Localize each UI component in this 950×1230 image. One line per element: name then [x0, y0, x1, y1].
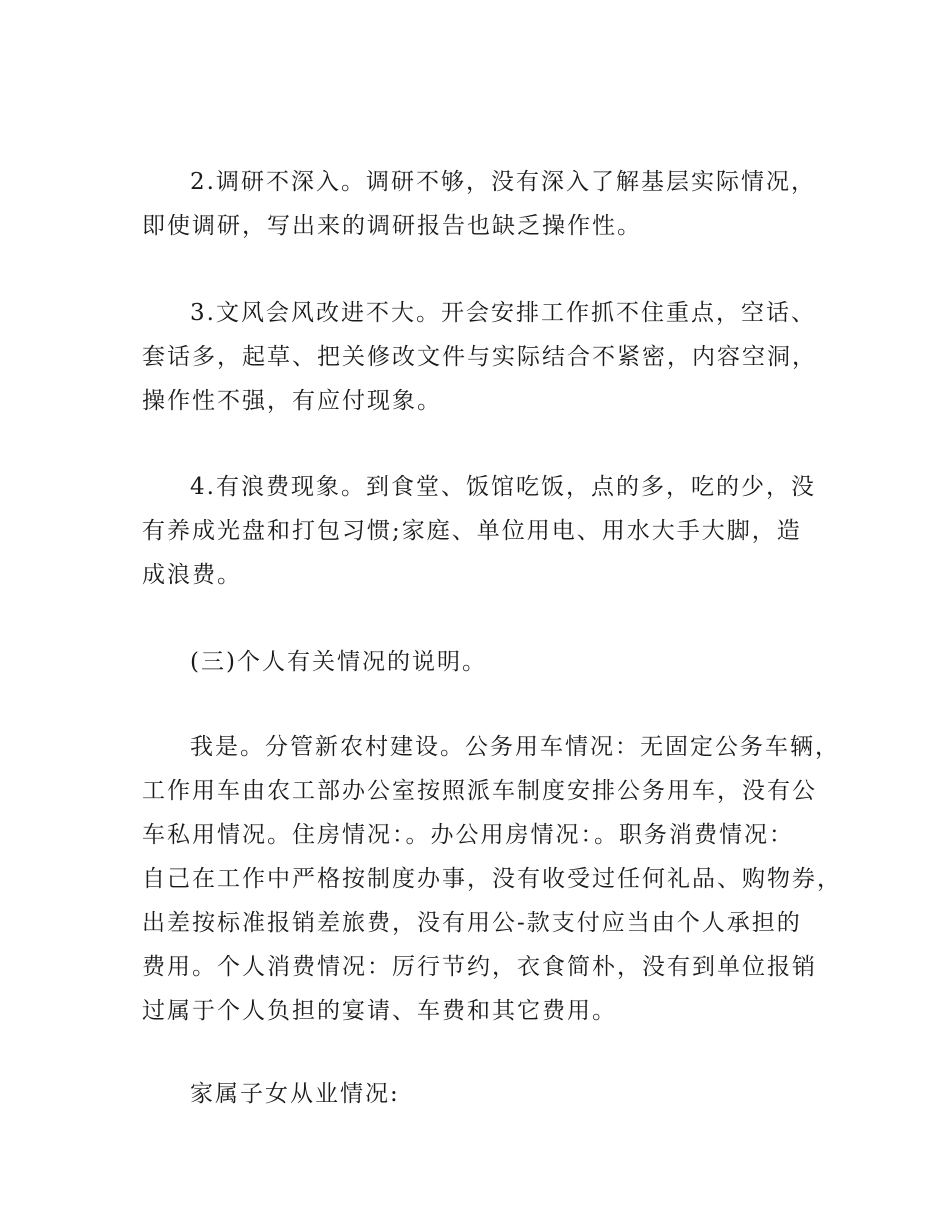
paragraph-item-2 [142, 160, 816, 248]
text-line: 过属于个人负担的宴请、车费和其它费用。 [142, 998, 617, 1024]
section-heading-3 [142, 640, 812, 684]
text-line: 2.调研不深入。调研不够，没有深入了解基层实际情况， [190, 169, 816, 195]
text-line: 4.有浪费现象。到食堂、饭馆吃饭，点的多，吃的少，没 [190, 474, 816, 500]
text-line: 我是。分管新农村建设。公务用车情况：无固定公务车辆， [190, 734, 840, 760]
paragraph-item-3 [142, 291, 817, 423]
text-line: 车私用情况。住房情况：。办公用房情况：。职务消费情况： [142, 822, 794, 848]
text-line: 自己在工作中严格按制度办事，没有收受过任何礼品、购物券， [142, 866, 842, 892]
text-line: 有养成光盘和打包习惯;家庭、单位用电、用水大手大脚，造 [142, 518, 802, 544]
text-line: (三)个人有关情况的说明。 [190, 649, 487, 675]
text-line: 成浪费。 [142, 562, 242, 588]
paragraph-personal [142, 725, 842, 1033]
paragraph-item-4 [142, 465, 816, 597]
text-line: 家属子女从业情况: [190, 1081, 400, 1107]
text-line: 出差按标准报销差旅费，没有用公-款支付应当由个人承担的 [142, 910, 802, 936]
text-line: 3.文风会风改进不大。开会安排工作抓不住重点，空话、 [190, 300, 816, 326]
text-line: 工作用车由农工部办公室按照派车制度安排公务用车，没有公 [142, 778, 817, 804]
text-line: 费用。个人消费情况：厉行节约，衣食简朴，没有到单位报销 [142, 954, 817, 980]
text-line: 操作性不强，有应付现象。 [142, 388, 442, 414]
text-line: 即使调研，写出来的调研报告也缺乏操作性。 [142, 213, 642, 239]
paragraph-family [142, 1072, 812, 1116]
text-line: 套话多，起草、把关修改文件与实际结合不紧密，内容空洞， [142, 344, 817, 370]
